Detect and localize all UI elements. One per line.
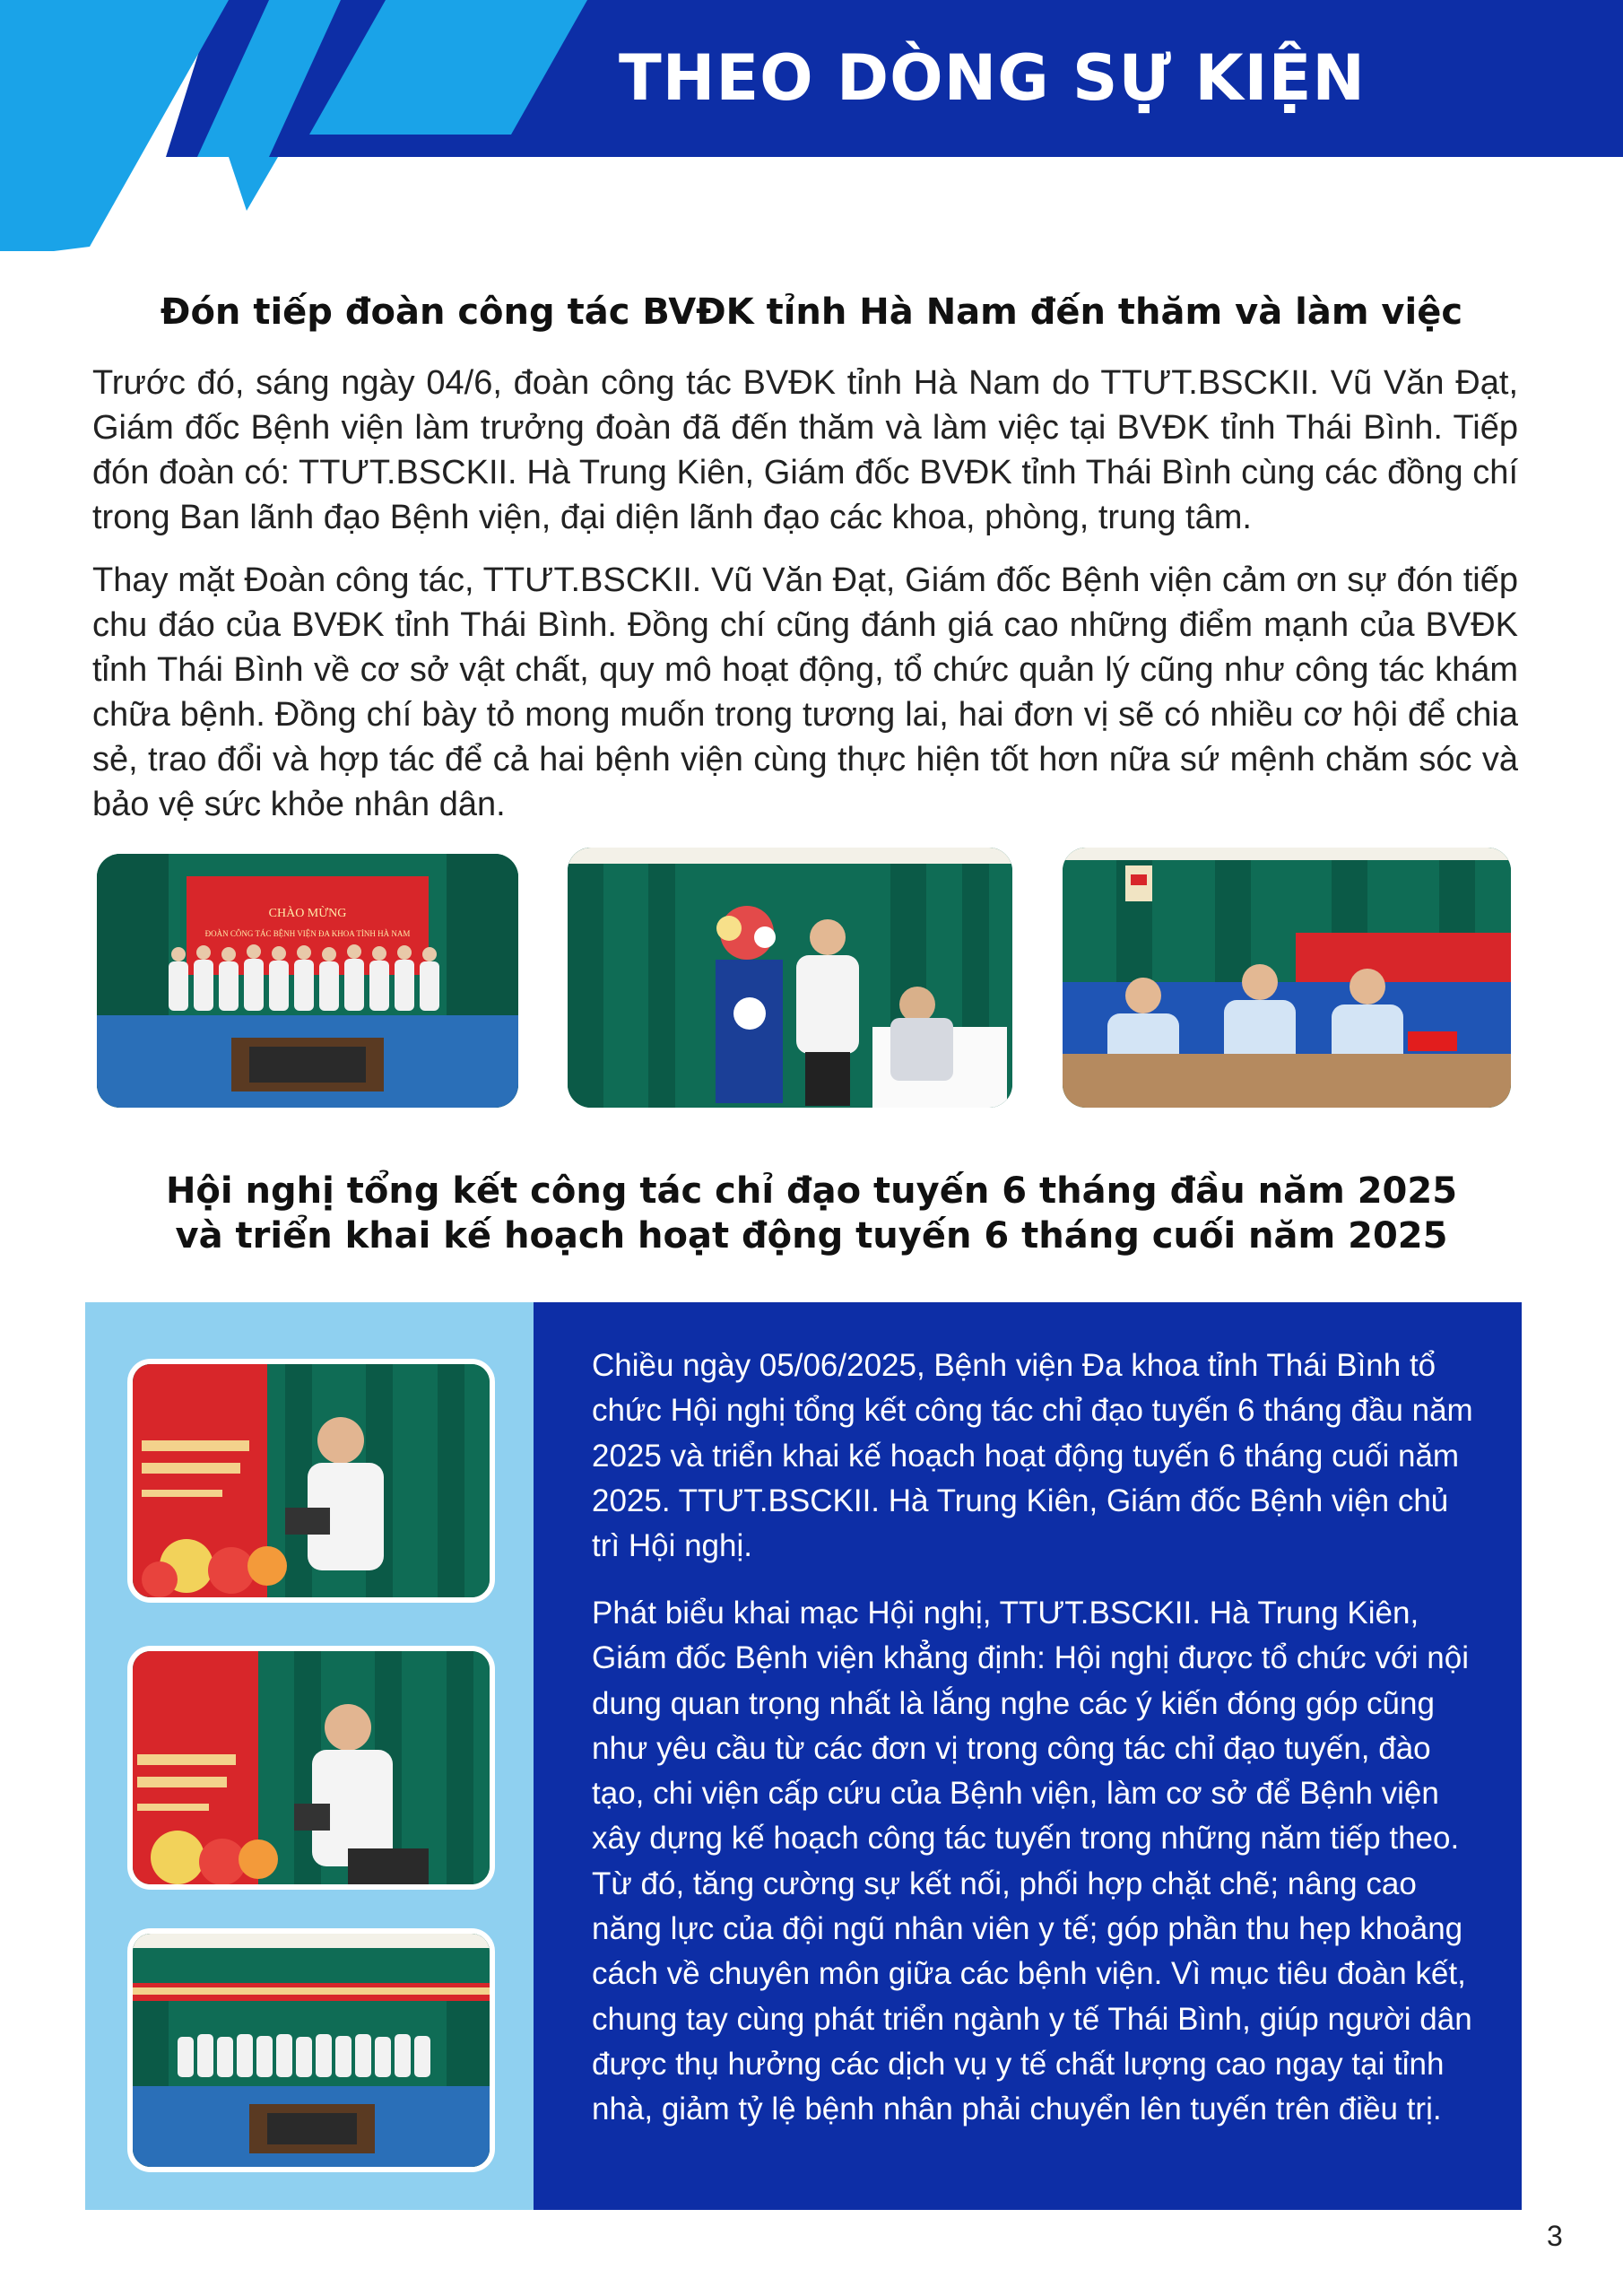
- photo-conference-speaker-1: [127, 1359, 495, 1603]
- page-title: THEO DÒNG SỰ KIỆN: [619, 41, 1367, 115]
- page-number: 3: [1547, 2220, 1563, 2252]
- section2-paragraph-1: Chiều ngày 05/06/2025, Bệnh viện Đa khoa tỉnh Thái Bình tổ chức Hội nghị tổng kết công tác chỉ đạo tuyến 6 tháng đầu năm 2025 và triển khai kế hoạch hoạt động tuyến 6 tháng cuối năm 2025. TTƯT.BSCKII. Hà Trung Kiên, Giám đốc Bệnh viện chủ trì Hội nghị.: [592, 1348, 1473, 1564]
- photo-banner-line1: CHÀO MỪNG: [268, 907, 347, 920]
- photo-delegation-group: [97, 854, 518, 1108]
- section1-paragraph-2: Thay mặt Đoàn công tác, TTƯT.BSCKII. Vũ Văn Đạt, Giám đốc Bệnh viện cảm ơn sự đón tiếp chu đáo của BVĐK tỉnh Thái Bình. Đồng chí cũng đánh giá cao những điểm mạnh của BVĐK tỉnh Thái Bình về cơ sở vật chất, quy mô hoạt động, tổ chức quản lý cũng như công tác khám chữa bệnh. Đồng chí bày tỏ mong muốn trong tương lai, hai đơn vị sẽ có nhiều cơ hội để chia sẻ, trao đổi và hợp tác để cả hai bệnh viện cùng thực hiện tốt hơn nữa sứ mệnh chăm sóc và bảo vệ sức khỏe nhân dân.: [92, 561, 1518, 823]
- photo-banner-line2: ĐOÀN CÔNG TÁC BỆNH VIỆN ĐA KHOA TỈNH HÀ NAM: [204, 929, 411, 938]
- photo-speaker-podium: [568, 848, 1012, 1108]
- photo-delegation-seated: [1063, 848, 1511, 1108]
- photo-conference-group: [127, 1928, 495, 2172]
- section2-heading-line1: Hội nghị tổng kết công tác chỉ đạo tuyến 6 tháng đầu năm 2025: [165, 1170, 1458, 1212]
- section2-heading-line2: và triển khai kế hoạch hoạt động tuyến 6 tháng cuối năm 2025: [175, 1215, 1448, 1257]
- photo-conference-speaker-2: [127, 1646, 495, 1890]
- section2-paragraph-2: Phát biểu khai mạc Hội nghị, TTƯT.BSCKII. Hà Trung Kiên, Giám đốc Bệnh viện khẳng định: Hội nghị được tổ chức với nội dung quan trọng nhất là lắng nghe các ý kiến đóng góp cũng như yêu cầu từ các đơn vị trong công tác chỉ đạo tuyến, đào tạo, chi viện cấp cứu của Bệnh viện, làm cơ sở để Bệnh viện xây dựng kế hoạch công tác tuyến trong những năm tiếp theo. Từ đó, tăng cường sự kết nối, phối hợp chặt chẽ; nâng cao năng lực của đội ngũ nhân viên y tế; góp phần thu hẹp khoảng cách về chuyên môn giữa các bệnh viện. Vì mục tiêu đoàn kết, chung tay cùng phát triển ngành y tế Thái Bình, giúp người dân được thụ hưởng các dịch vụ y tế chất lượng cao ngay tại tỉnh nhà, giảm tỷ lệ bệnh nhân phải chuyển lên tuyến trên điều trị.: [592, 1596, 1472, 2127]
- section1-paragraph-1: Trước đó, sáng ngày 04/6, đoàn công tác BVĐK tỉnh Hà Nam do TTƯT.BSCKII. Vũ Văn Đạt, Giám đốc Bệnh viện làm trưởng đoàn đã đến thăm và làm việc tại BVĐK tỉnh Thái Bình. Tiếp đón đoàn có: TTƯT.BSCKII. Hà Trung Kiên, Giám đốc BVĐK tỉnh Thái Bình cùng các đồng chí trong Ban lãnh đạo Bệnh viện, đại diện lãnh đạo các khoa, phòng, trung tâm.: [92, 364, 1518, 536]
- section1-heading: Đón tiếp đoàn công tác BVĐK tỉnh Hà Nam đến thăm và làm việc: [160, 291, 1463, 333]
